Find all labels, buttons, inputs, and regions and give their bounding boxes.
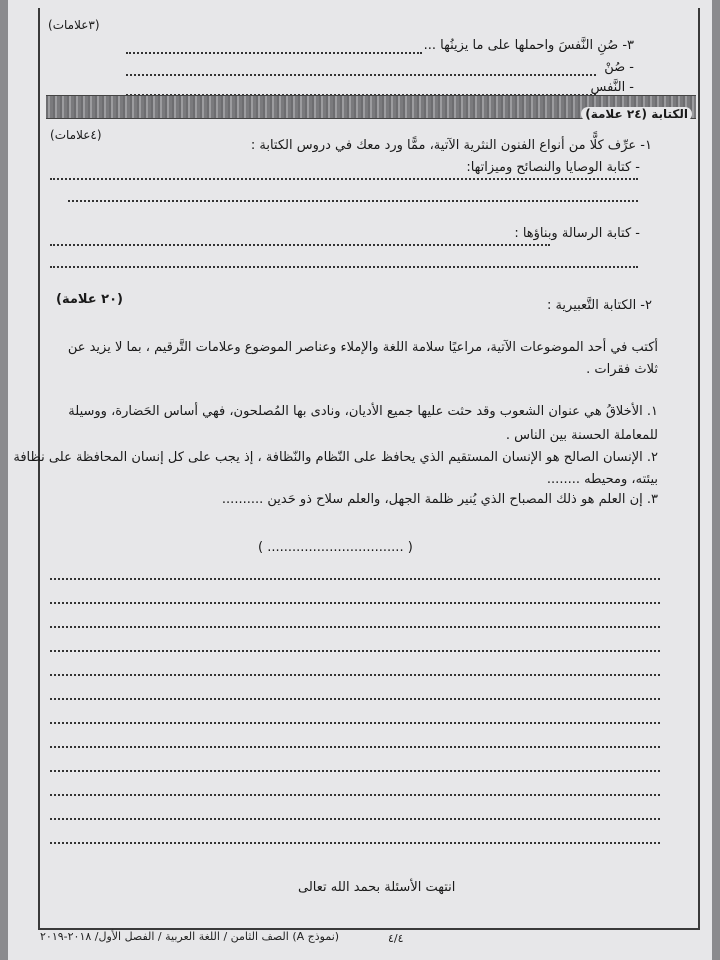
writing-q2-instruction-1: أكتب في أحد الموضوعات الآتية، مراعيًا سلامة اللغة والإملاء وعناصر الموضوع وعلامات التَّرقيم ، بما لا يزيد عن xyxy=(67,340,658,355)
writing-q2-marks: (٢٠ علامة) xyxy=(56,292,123,307)
writing-q1-item-1: - كتابة الوصايا والنصائح وميزاتها: xyxy=(466,160,640,175)
writing-section-title: الكتابة (٢٤ علامة) xyxy=(581,107,692,121)
q3-answer-line-1[interactable] xyxy=(126,52,422,54)
writing-q1-line-3[interactable] xyxy=(50,244,550,246)
q3-item-1: - صُنْ xyxy=(604,60,634,75)
essay-line[interactable] xyxy=(50,578,660,580)
writing-q1-marks: (٤علامات) xyxy=(50,128,102,142)
exam-page xyxy=(8,0,712,960)
essay-title-blank[interactable]: ( ................................. ) xyxy=(258,540,413,555)
footer-text: (نموذج A) الصف الثامن / اللغة العربية / الفصل الأول/ ٢٠١٨-٢٠١٩ xyxy=(40,930,340,943)
topic-1-line-1: ١. الأخلاقُ هي عنوان الشعوب وقد حثت عليها جميع الأديان، ونادى بها المُصلحون، فهي أساس الحَضارة، ووسيلة xyxy=(68,404,658,419)
writing-q2-instruction-2: ثلاث فقرات . xyxy=(586,362,658,377)
essay-line[interactable] xyxy=(50,842,660,844)
writing-q1-line-1[interactable] xyxy=(50,178,638,180)
essay-line[interactable] xyxy=(50,698,660,700)
topic-1-line-2: للمعاملة الحسنة بين الناس . xyxy=(505,428,658,443)
topic-3: ٣. إن العلم هو ذلك المصباح الذي يُنير ظلمة الجهل، والعلم سلاح ذو حَدين .......... xyxy=(221,492,658,507)
q3-text: ٣- صُنِ النَّفسَ واحملها على ما يزينُها ... xyxy=(423,38,634,53)
essay-line[interactable] xyxy=(50,818,660,820)
q3-answer-line-2[interactable] xyxy=(126,74,596,76)
writing-q1-line-4[interactable] xyxy=(50,266,638,268)
writing-q1-item-2: - كتابة الرسالة وبناؤها : xyxy=(514,226,640,241)
essay-line[interactable] xyxy=(50,770,660,772)
essay-line[interactable] xyxy=(50,650,660,652)
writing-q2-label: ٢- الكتابة التَّعبيرية : xyxy=(546,298,652,313)
page-footer xyxy=(40,930,339,943)
page-number: ٤/٤ xyxy=(388,932,404,945)
essay-line[interactable] xyxy=(50,794,660,796)
essay-line[interactable] xyxy=(50,602,660,604)
essay-line[interactable] xyxy=(50,626,660,628)
topic-2-line-2: بيئته، ومحيطه ........ xyxy=(546,472,658,487)
essay-line[interactable] xyxy=(50,674,660,676)
q3-marks: (٣علامات) xyxy=(48,18,100,32)
essay-line[interactable] xyxy=(50,746,660,748)
end-note: انتهت الأسئلة بحمد الله تعالى xyxy=(298,880,456,895)
q3-item-2: - النَّفس xyxy=(590,80,634,95)
essay-line[interactable] xyxy=(50,722,660,724)
writing-q1-text: ١- عرِّف كلًّا من أنواع الفنون النثرية الآتية، ممًّا ورد معك في دروس الكتابة : xyxy=(250,138,652,153)
topic-2-line-1: ٢. الإنسان الصالح هو الإنسان المستقيم الذي يحافظ على النّظام والنّظافة ، إذ يجب على كل إنسان المحافظة على نظافة xyxy=(13,450,658,465)
writing-q1-line-2[interactable] xyxy=(68,200,638,202)
